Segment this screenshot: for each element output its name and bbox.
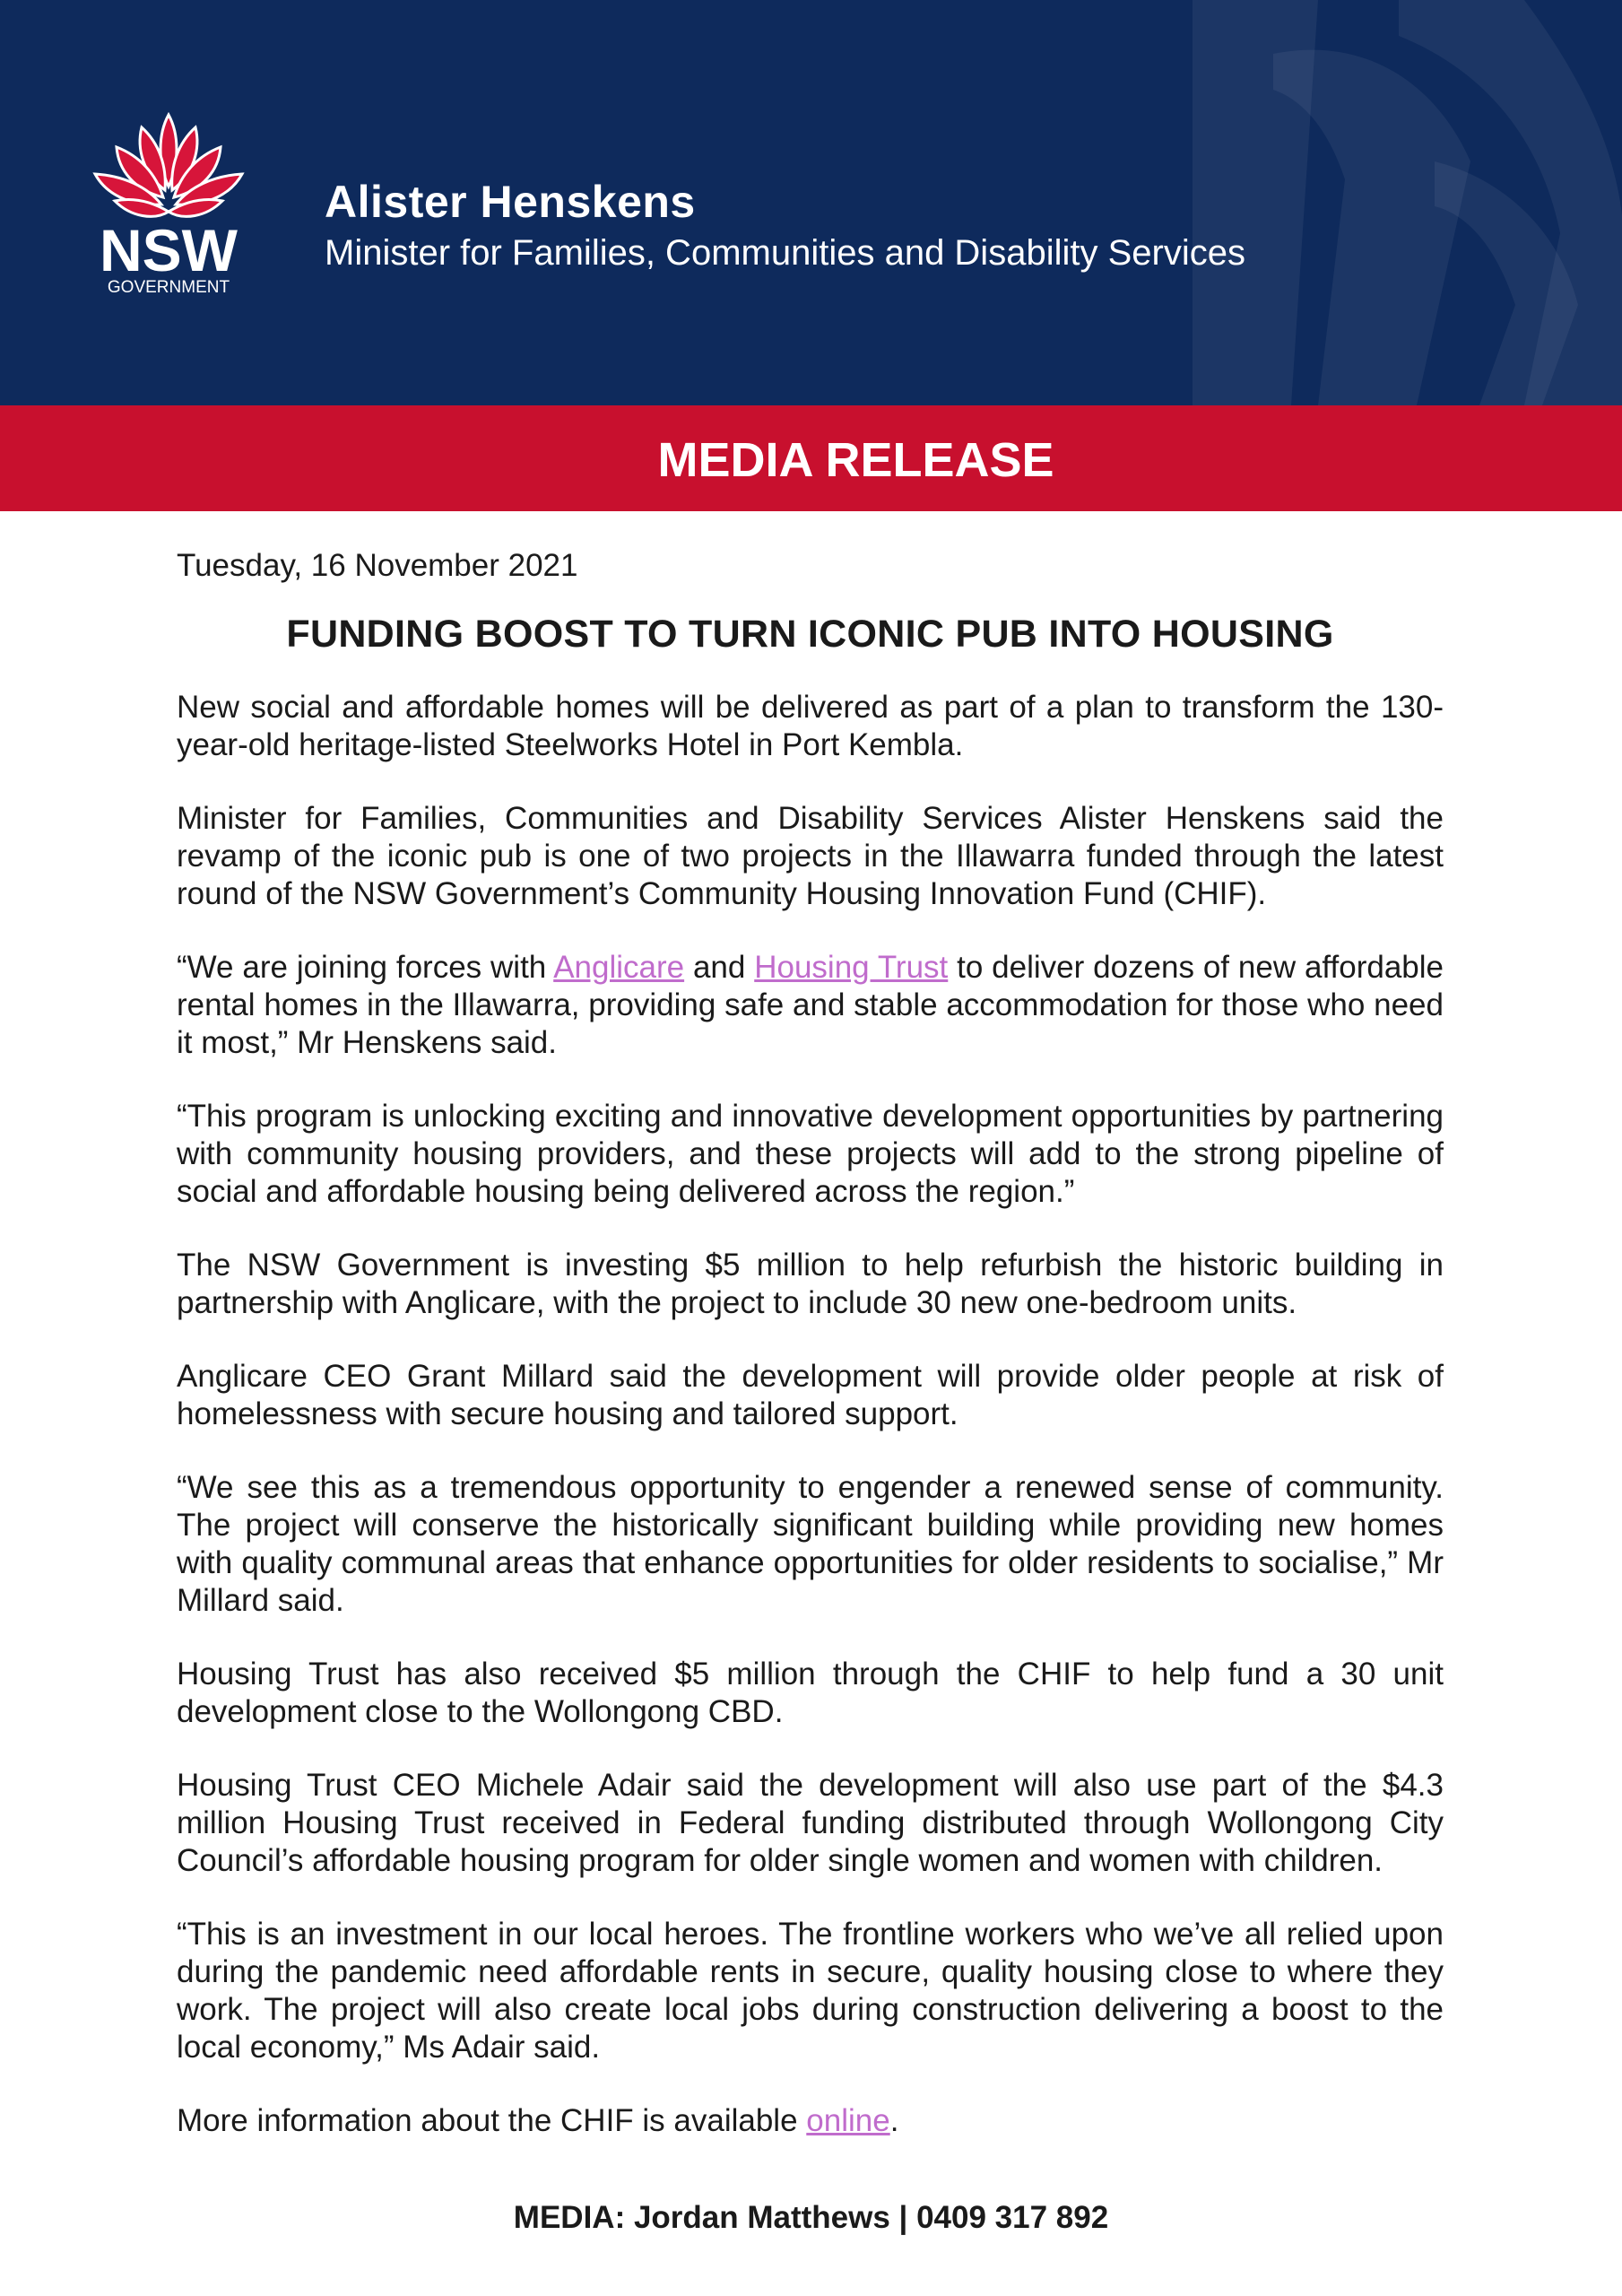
paragraph-10: “This is an investment in our local heroes. The frontline workers who we’ve all relied upon during the pandemic need affordable rents in secure, quality housing close to where they work. The project will also create local jobs during construction delivering a boost to the local economy,” Ms Adair said. bbox=[177, 1917, 1444, 2065]
waratah-flower-icon bbox=[95, 115, 242, 216]
paragraph-11-text-a: More information about the CHIF is available bbox=[177, 2103, 807, 2138]
paragraph-7: “We see this as a tremendous opportunity to engender a renewed sense of community. The project will conserve the historically significant building while providing new homes with quality communal areas that enhance opportunities for older residents to socialise,” Mr Millard said. bbox=[177, 1470, 1444, 1618]
anglicare-link[interactable]: Anglicare bbox=[553, 950, 685, 985]
paragraph-5: The NSW Government is investing $5 million to help refurbish the historic building in partnership with Anglicare, with the project to include 30 new one-bedroom units. bbox=[177, 1248, 1444, 1320]
media-contact: MEDIA: Jordan Matthews | 0409 317 892 bbox=[513, 2200, 1109, 2235]
minister-name: Alister Henskens bbox=[325, 177, 696, 227]
housing-trust-link[interactable]: Housing Trust bbox=[754, 950, 949, 985]
logo-government-text: GOVERNMENT bbox=[107, 278, 230, 297]
paragraph-2: Minister for Families, Communities and Disability Services Alister Henskens said the revamp of the iconic pub is one of two projects in the Illawarra funded through the latest round of the NSW Government’s Community Housing Innovation Fund (CHIF). bbox=[177, 801, 1444, 911]
paragraph-1: New social and affordable homes will be delivered as part of a plan to transform the 130-year-old heritage-listed Steelworks Hotel in Port Kembla. bbox=[177, 690, 1444, 762]
online-link[interactable]: online bbox=[806, 2103, 890, 2138]
paragraph-4: “This program is unlocking exciting and innovative development opportunities by partnering with community housing providers, and these projects will add to the strong pipeline of social and affordable housing being delivered across the region.” bbox=[177, 1099, 1444, 1209]
paragraph-8: Housing Trust has also received $5 million through the CHIF to help fund a 30 unit development close to the Wollongong CBD. bbox=[177, 1657, 1444, 1729]
paragraph-6: Anglicare CEO Grant Millard said the development will provide older people at risk of homelessness with secure housing and tailored support. bbox=[177, 1359, 1444, 1431]
paragraph-11-text-b: . bbox=[889, 2103, 899, 2138]
minister-title: Minister for Families, Communities and Disability Services bbox=[325, 233, 1245, 273]
paragraph-3-text-b: and bbox=[684, 950, 755, 985]
release-headline: FUNDING BOOST TO TURN ICONIC PUB INTO HOUSING bbox=[286, 613, 1334, 656]
media-release-label: MEDIA RELEASE bbox=[657, 433, 1054, 487]
release-date: Tuesday, 16 November 2021 bbox=[177, 548, 578, 583]
paragraph-3-text-a: “We are joining forces with bbox=[177, 950, 554, 985]
logo-nsw-text: NSW bbox=[100, 217, 238, 283]
header-band bbox=[0, 0, 1622, 405]
nsw-government-logo bbox=[79, 108, 258, 305]
paragraph-3-text-c: to deliver dozens of new affordable rental homes in the Illawarra, providing safe and stable accommodation for those who need it most,” Mr Henskens said. bbox=[177, 950, 1444, 1060]
paragraph-11 bbox=[177, 2102, 1444, 2140]
paragraph-3 bbox=[177, 949, 1444, 1062]
release-body bbox=[177, 547, 1444, 2176]
paragraph-9: Housing Trust CEO Michele Adair said the development will also use part of the $4.3 million Housing Trust received in Federal funding distributed through Wollongong City Council’s affordable housing program for older single women and women with children. bbox=[177, 1768, 1444, 1878]
media-release-label-wrap bbox=[0, 432, 1622, 488]
